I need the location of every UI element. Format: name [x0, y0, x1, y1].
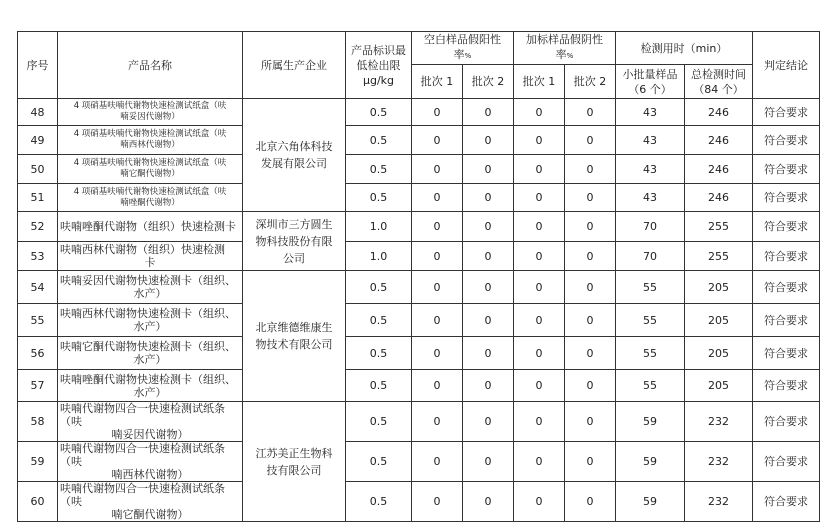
company-name-line: 公司 [283, 251, 305, 265]
blank-batch1-value: 0 [412, 442, 463, 482]
company-name-line: 北京维德维康生 [255, 321, 333, 334]
spiked-batch2-value: 0 [565, 370, 616, 402]
conclusion: 符合要求 [753, 442, 820, 482]
blank-batch1-value: 0 [412, 402, 463, 442]
product-name-line1: 呋喃西林代谢物（组织）快速检测 [60, 243, 225, 256]
conclusion: 符合要求 [753, 126, 820, 155]
blank-batch2-value: 0 [463, 184, 514, 212]
total-time: 232 [685, 402, 753, 442]
row-no: 48 [18, 99, 58, 126]
product-name [58, 212, 243, 242]
product-name-line1: 呋喃唑酮代谢物快速检测卡（组织、 [60, 372, 236, 386]
blank-batch2-value: 0 [463, 304, 514, 337]
product-name-line2: 水产） [133, 385, 167, 399]
total-time: 205 [685, 304, 753, 337]
table-row [18, 482, 820, 522]
small-batch-time: 55 [616, 271, 685, 304]
header-blank-false-positive [412, 32, 514, 65]
spiked-batch2-value: 0 [565, 184, 616, 212]
header-blank-line2: 率 [453, 48, 465, 61]
conclusion: 符合要求 [753, 184, 820, 212]
product-name-line2: 喃唑酮代谢物） [120, 197, 180, 208]
table-row [18, 184, 820, 212]
row-no: 53 [18, 242, 58, 271]
total-time: 246 [685, 126, 753, 155]
company-name-line: 江苏美正生物科 [255, 446, 333, 460]
conclusion: 符合要求 [753, 482, 820, 522]
blank-batch2-value: 0 [463, 442, 514, 482]
spiked-batch2-value: 0 [565, 242, 616, 271]
header-small-line1: 小批量样品 [622, 67, 678, 81]
row-no: 58 [18, 402, 58, 442]
product-name-line1: 呋喃西林代谢物快速检测卡（组织、 [60, 307, 236, 320]
header-blank-batch1: 批次 1 [412, 65, 463, 99]
row-no: 50 [18, 155, 58, 184]
header-spiked-line2: 率 [555, 48, 567, 61]
small-batch-time: 43 [616, 126, 685, 155]
table-row [18, 337, 820, 370]
product-name [58, 482, 243, 522]
lod-value: 0.5 [346, 442, 412, 482]
header-small-batch [616, 65, 685, 99]
total-time: 246 [685, 155, 753, 184]
conclusion: 符合要求 [753, 99, 820, 126]
spiked-batch1-value: 0 [514, 370, 565, 402]
product-name-line2: 喃妥因代谢物） [111, 428, 189, 441]
blank-batch2-value: 0 [463, 337, 514, 370]
table-row [18, 271, 820, 304]
small-batch-time: 55 [616, 304, 685, 337]
header-lod-line1: 产品标识最 [351, 43, 406, 57]
conclusion: 符合要求 [753, 242, 820, 271]
lod-value: 0.5 [346, 271, 412, 304]
product-name-line1: 4 项硝基呋喃代谢物快速检测试纸盒（呋 [73, 186, 227, 197]
product-name [58, 271, 243, 304]
blank-batch1-value: 0 [412, 337, 463, 370]
small-batch-time: 70 [616, 212, 685, 242]
header-total-time [685, 65, 753, 99]
product-name-line1: 呋喃它酮代谢物快速检测卡（组织、 [60, 340, 236, 353]
total-time: 205 [685, 271, 753, 304]
total-time: 232 [685, 442, 753, 482]
company-name-line: 物技术有限公司 [255, 338, 333, 351]
header-spiked-line1: 加标样品假阴性 [526, 33, 603, 46]
product-name-line1: 呋喃代谢物四合一快速检测试纸条（呋 [60, 482, 225, 508]
lod-value: 0.5 [346, 304, 412, 337]
product-name [58, 304, 243, 337]
blank-batch1-value: 0 [412, 99, 463, 126]
spiked-batch1-value: 0 [514, 304, 565, 337]
spiked-batch1-value: 0 [514, 402, 565, 442]
blank-batch2-value: 0 [463, 242, 514, 271]
table-row [18, 99, 820, 126]
product-name-line2: 喃它酮代谢物） [111, 508, 189, 521]
table-row [18, 370, 820, 402]
lod-value: 0.5 [346, 337, 412, 370]
header-lod-line3: μg/kg [362, 73, 395, 87]
table-row [18, 155, 820, 184]
blank-batch1-value: 0 [412, 370, 463, 402]
spiked-batch1-value: 0 [514, 99, 565, 126]
company-name-line: 物科技股份有限 [255, 234, 333, 248]
blank-batch2-value: 0 [463, 126, 514, 155]
product-name-line2: 水产） [133, 287, 167, 300]
header-blank-line1: 空白样品假阳性 [424, 33, 501, 46]
product-name-line2: 水产） [133, 353, 167, 366]
lod-value: 0.5 [346, 184, 412, 212]
row-no: 57 [18, 370, 58, 402]
company-name-line: 北京六角体科技 [255, 140, 333, 153]
header-blank-batch2: 批次 2 [463, 65, 514, 99]
product-name-line2: 喃它酮代谢物） [120, 169, 180, 179]
company-name-line: 技有限公司 [266, 463, 322, 477]
company-cell [243, 99, 346, 212]
conclusion: 符合要求 [753, 337, 820, 370]
spiked-batch2-value: 0 [565, 126, 616, 155]
header-spiked-batch2: 批次 2 [565, 65, 616, 99]
blank-batch2-value: 0 [463, 402, 514, 442]
product-name-line1: 4 项硝基呋喃代谢物快速检测试纸盒（呋 [73, 101, 227, 111]
small-batch-time: 59 [616, 442, 685, 482]
company-cell [243, 212, 346, 271]
product-name [58, 184, 243, 212]
lod-value: 0.5 [346, 402, 412, 442]
blank-batch1-value: 0 [412, 155, 463, 184]
small-batch-time: 59 [616, 402, 685, 442]
small-batch-time: 55 [616, 337, 685, 370]
header-product-name: 产品名称 [58, 32, 243, 99]
header-no: 序号 [18, 32, 58, 99]
row-no: 60 [18, 482, 58, 522]
spiked-batch1-value: 0 [514, 442, 565, 482]
table-row [18, 242, 820, 271]
lod-value: 0.5 [346, 482, 412, 522]
header-total-line1: 总检测时间 [691, 67, 746, 81]
spiked-batch1-value: 0 [514, 184, 565, 212]
product-name [58, 402, 243, 442]
spiked-batch1-value: 0 [514, 271, 565, 304]
row-no: 51 [18, 184, 58, 212]
small-batch-time: 43 [616, 184, 685, 212]
header-blank-pct: % [464, 52, 472, 60]
product-name [58, 442, 243, 482]
blank-batch2-value: 0 [463, 370, 514, 402]
blank-batch2-value: 0 [463, 99, 514, 126]
spiked-batch2-value: 0 [565, 442, 616, 482]
blank-batch2-value: 0 [463, 155, 514, 184]
product-name [58, 99, 243, 126]
lod-value: 0.5 [346, 155, 412, 184]
conclusion: 符合要求 [753, 212, 820, 242]
spiked-batch2-value: 0 [565, 304, 616, 337]
results-table [17, 31, 820, 522]
blank-batch2-value: 0 [463, 482, 514, 522]
header-row-1 [18, 32, 820, 65]
table-row [18, 212, 820, 242]
product-name [58, 155, 243, 184]
total-time: 232 [685, 482, 753, 522]
conclusion: 符合要求 [753, 304, 820, 337]
small-batch-time: 59 [616, 482, 685, 522]
conclusion: 符合要求 [753, 155, 820, 184]
header-spiked-batch1: 批次 1 [514, 65, 565, 99]
conclusion: 符合要求 [753, 402, 820, 442]
spiked-batch2-value: 0 [565, 402, 616, 442]
blank-batch1-value: 0 [412, 304, 463, 337]
row-no: 55 [18, 304, 58, 337]
product-name [58, 126, 243, 155]
small-batch-time: 43 [616, 155, 685, 184]
blank-batch1-value: 0 [412, 271, 463, 304]
table-row [18, 126, 820, 155]
spiked-batch2-value: 0 [565, 155, 616, 184]
header-small-line2: （6 个） [628, 82, 672, 96]
lod-value: 1.0 [346, 242, 412, 271]
blank-batch1-value: 0 [412, 212, 463, 242]
product-name-line1: 呋喃妥因代谢物快速检测卡（组织、 [60, 274, 236, 287]
table-row [18, 402, 820, 442]
product-name-line1: 4 项硝基呋喃代谢物快速检测试纸盒（呋 [73, 129, 227, 139]
product-name-line2: 喃西林代谢物） [120, 140, 180, 150]
lod-value: 0.5 [346, 370, 412, 402]
spiked-batch1-value: 0 [514, 126, 565, 155]
lod-value: 1.0 [346, 212, 412, 242]
header-spiked-false-negative [514, 32, 616, 65]
company-cell [243, 271, 346, 402]
blank-batch1-value: 0 [412, 242, 463, 271]
header-company: 所属生产企业 [243, 32, 346, 99]
small-batch-time: 43 [616, 99, 685, 126]
product-name [58, 242, 243, 271]
row-no: 52 [18, 212, 58, 242]
conclusion: 符合要求 [753, 370, 820, 402]
spiked-batch1-value: 0 [514, 212, 565, 242]
blank-batch2-value: 0 [463, 271, 514, 304]
company-name-line: 发展有限公司 [261, 157, 327, 170]
lod-value: 0.5 [346, 126, 412, 155]
total-time: 205 [685, 337, 753, 370]
spiked-batch2-value: 0 [565, 212, 616, 242]
product-name-line2: 卡 [144, 256, 156, 269]
spiked-batch1-value: 0 [514, 337, 565, 370]
spiked-batch2-value: 0 [565, 99, 616, 126]
small-batch-time: 55 [616, 370, 685, 402]
lod-value: 0.5 [346, 99, 412, 126]
small-batch-time: 70 [616, 242, 685, 271]
total-time: 255 [685, 242, 753, 271]
header-total-line2: （84 个） [693, 82, 744, 96]
product-name-line1: 呋喃唑酮代谢物（组织）快速检测卡 [60, 220, 236, 233]
row-no: 54 [18, 271, 58, 304]
total-time: 246 [685, 184, 753, 212]
total-time: 246 [685, 99, 753, 126]
product-name-line1: 4 项硝基呋喃代谢物快速检测试纸盒（呋 [73, 158, 227, 168]
conclusion: 符合要求 [753, 271, 820, 304]
product-name-line1: 呋喃代谢物四合一快速检测试纸条（呋 [60, 402, 225, 428]
header-conclusion: 判定结论 [753, 32, 820, 99]
product-name-line2: 喃妥因代谢物） [120, 112, 180, 122]
product-name-line2: 喃西林代谢物） [111, 468, 189, 481]
header-time: 检测用时（min） [616, 32, 753, 65]
blank-batch1-value: 0 [412, 126, 463, 155]
spiked-batch1-value: 0 [514, 242, 565, 271]
row-no: 56 [18, 337, 58, 370]
blank-batch1-value: 0 [412, 482, 463, 522]
product-name [58, 337, 243, 370]
spiked-batch1-value: 0 [514, 482, 565, 522]
product-name-line2: 水产） [133, 320, 167, 333]
blank-batch2-value: 0 [463, 212, 514, 242]
table-row [18, 442, 820, 482]
spiked-batch2-value: 0 [565, 337, 616, 370]
blank-batch1-value: 0 [412, 184, 463, 212]
row-no: 49 [18, 126, 58, 155]
total-time: 255 [685, 212, 753, 242]
total-time: 205 [685, 370, 753, 402]
product-name-line1: 呋喃代谢物四合一快速检测试纸条（呋 [60, 442, 225, 468]
spiked-batch1-value: 0 [514, 155, 565, 184]
header-lod-line2: 低检出限 [356, 58, 401, 72]
company-name-line: 深圳市三方圆生 [255, 217, 333, 231]
header-spiked-pct: % [566, 52, 574, 60]
header-lod [346, 32, 412, 99]
spiked-batch2-value: 0 [565, 482, 616, 522]
row-no: 59 [18, 442, 58, 482]
company-cell [243, 402, 346, 522]
table-body [18, 99, 820, 522]
table-row [18, 304, 820, 337]
spiked-batch2-value: 0 [565, 271, 616, 304]
product-name [58, 370, 243, 402]
